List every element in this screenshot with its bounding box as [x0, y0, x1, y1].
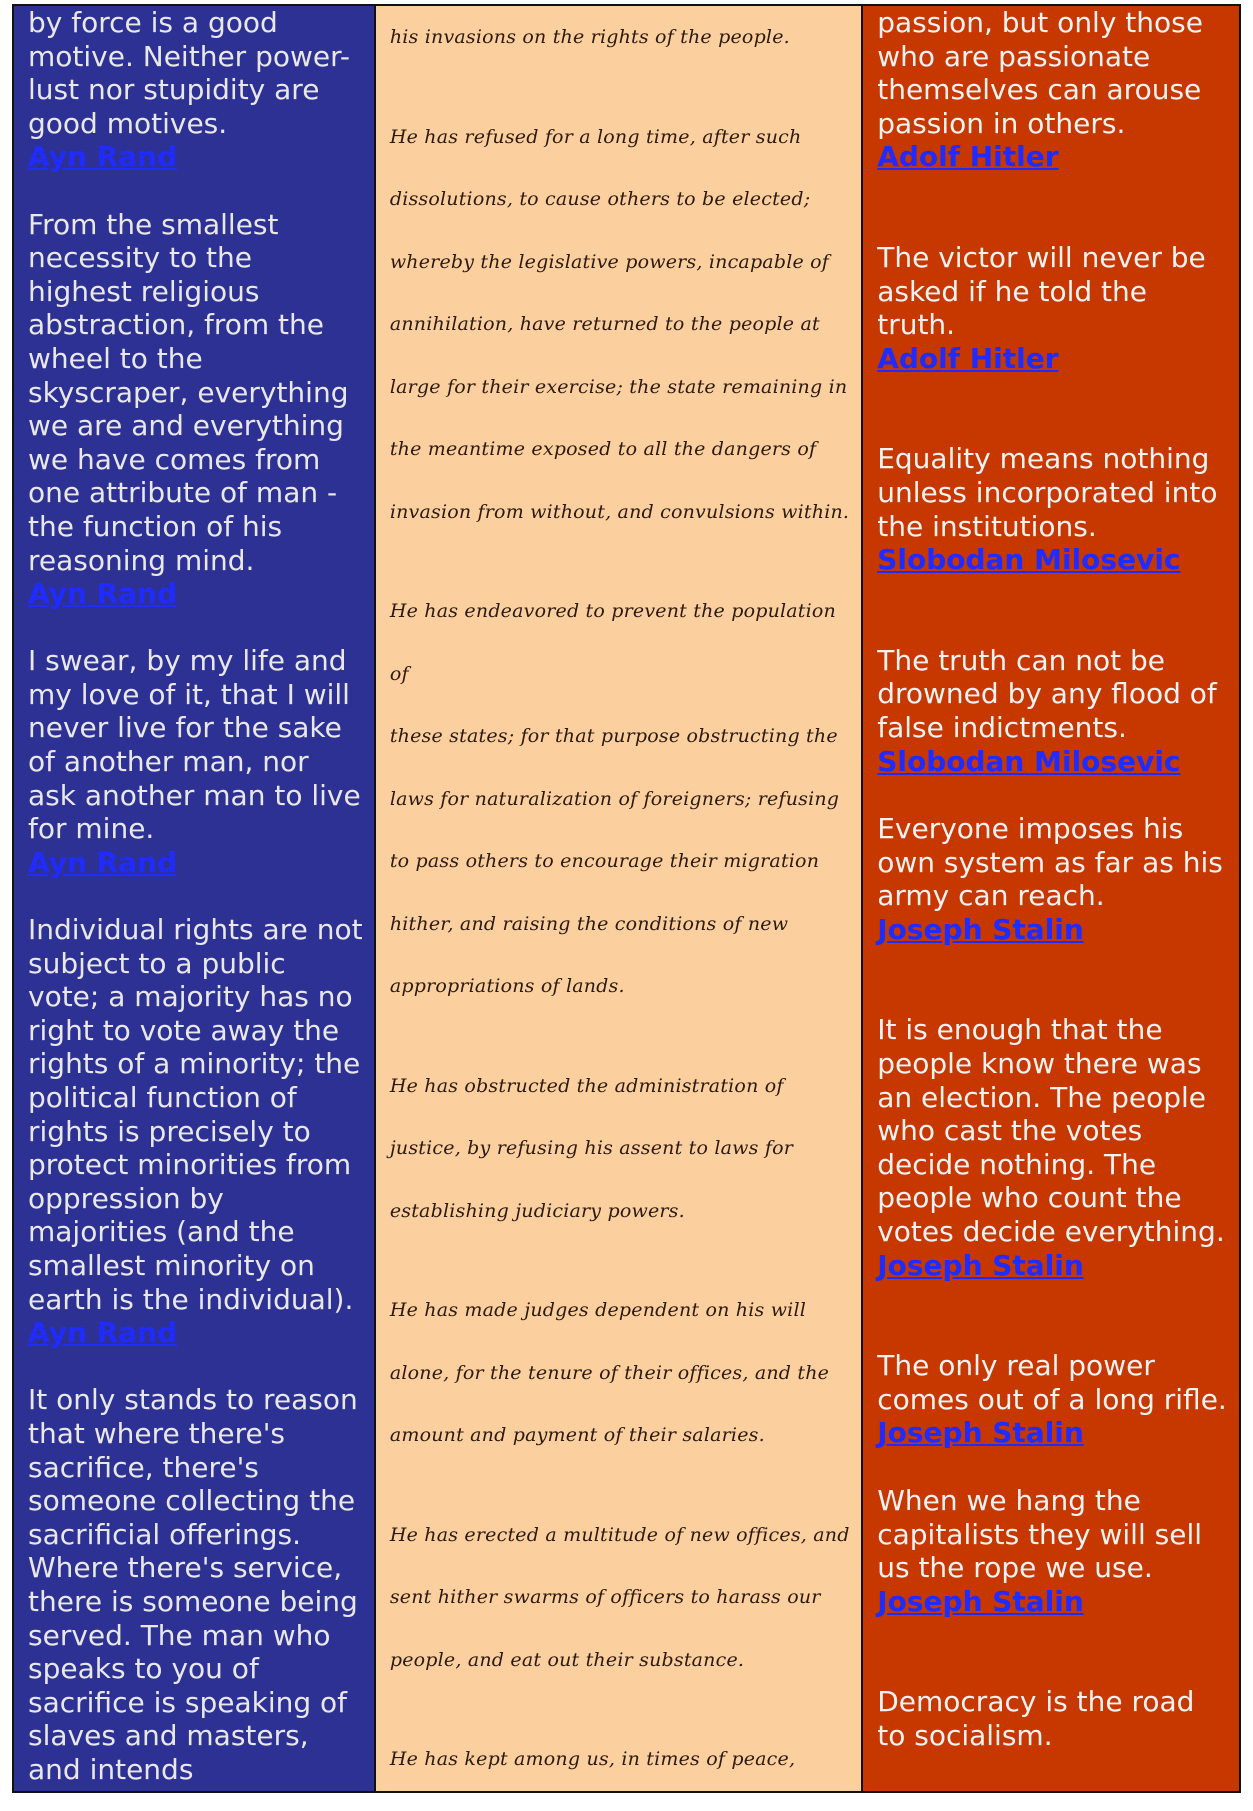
text-line: establishing judiciary powers. — [389, 1199, 685, 1222]
author-link[interactable]: Adolf Hitler — [877, 140, 1059, 174]
declaration-text-column — [376, 6, 863, 1791]
text-line: hither, and raising the conditions of new — [389, 912, 789, 935]
quote — [877, 812, 1229, 946]
text-line: laws for naturalization of foreigners; refusing — [389, 787, 840, 810]
quote — [28, 1383, 364, 1786]
quote — [877, 6, 1229, 174]
text-line: whereby the legislative powers, incapable of — [389, 250, 830, 273]
author-link[interactable]: Slobodan Milosevic — [877, 744, 1181, 778]
quote-text: Equality means nothing unless incorporated into the institutions. — [877, 442, 1218, 543]
quote-text: From the smallest necessity to the highest religious abstraction, from the wheel to the skyscraper, everything we are and everything we have comes from one attribute of man - the function of his reasoning mind. — [28, 207, 349, 577]
quote-text: Individual rights are not subject to a public vote; a majority has no right to vote away the rights of a minority; the political function of rights is precisely to protect minorities from oppression by majorities (and the smallest minority on earth is the individual). — [28, 913, 363, 1316]
text-line: his invasions on the rights of the people. — [389, 26, 790, 48]
quote-text: The truth can not be drowned by any flood of false indictments. — [877, 643, 1217, 744]
paragraph-gap — [390, 1242, 851, 1279]
right-quotes-column — [863, 6, 1239, 1791]
quote — [877, 442, 1229, 576]
quote — [877, 1349, 1229, 1450]
author-link[interactable]: Joseph Stalin — [877, 912, 1084, 946]
text-line: these states; for that purpose obstructing the — [389, 725, 838, 747]
quote — [877, 241, 1229, 375]
text-line: large for their exercise; the state remaining in — [389, 375, 848, 398]
paragraph-gap — [390, 1018, 851, 1055]
text-line: He has refused for a long time, after such — [389, 125, 802, 148]
text-line: dissolutions, to cause others to be elected; — [389, 188, 811, 210]
author-link[interactable]: Ayn Rand — [28, 140, 178, 174]
quote — [28, 644, 364, 879]
paragraph-gap — [390, 1467, 851, 1504]
author-link[interactable]: Adolf Hitler — [877, 341, 1059, 375]
quote-text: It is enough that the people know there was an election. The people who cast the votes decide nothing. The people who count the votes decide everything. — [877, 1013, 1225, 1249]
text-line: annihilation, have returned to the people at — [389, 313, 820, 335]
quote — [28, 6, 364, 174]
author-link[interactable]: Joseph Stalin — [877, 1584, 1084, 1618]
quote-text: The only real power comes out of a long rifle. — [877, 1349, 1227, 1416]
quote-text: passion, but only those who are passionate themselves can arouse passion in others. — [877, 6, 1203, 140]
quote — [877, 644, 1229, 778]
quote-text: I swear, by my life and my love of it, that I will never live for the sake of another man, nor ask another man to live for mine. — [28, 644, 361, 846]
paragraph-gap — [390, 1691, 851, 1728]
quote — [877, 1484, 1229, 1618]
paragraph-gap — [390, 543, 851, 580]
quote-text: Democracy is the road to socialism. — [877, 1685, 1195, 1752]
text-line: to pass others to encourage their migration — [389, 850, 820, 872]
text-line: the meantime exposed to all the dangers of — [389, 438, 817, 460]
text-line: alone, for the tenure of their offices, and the — [389, 1361, 830, 1384]
author-link[interactable]: Slobodan Milosevic — [877, 543, 1181, 577]
quote — [28, 913, 364, 1350]
quote — [877, 1013, 1229, 1282]
quote-text: by force is a good motive. Neither power-lust nor stupidity are good motives. — [28, 6, 350, 140]
author-link[interactable]: Joseph Stalin — [877, 1248, 1084, 1282]
text-line: He has obstructed the administration of — [389, 1074, 784, 1097]
quote — [28, 208, 364, 611]
quote-text: Everyone imposes his own system as far as his army can reach. — [877, 812, 1223, 913]
author-link[interactable]: Ayn Rand — [28, 845, 178, 879]
author-link[interactable]: Joseph Stalin — [877, 1416, 1084, 1450]
text-line: sent hither swarms of officers to harass our — [389, 1586, 821, 1608]
quote-text: The victor will never be asked if he told the truth. — [877, 240, 1206, 342]
text-line: He has kept among us, in times of peace, — [389, 1748, 796, 1770]
text-line: He has endeavored to prevent the population of — [389, 600, 836, 685]
author-link[interactable]: Ayn Rand — [28, 577, 178, 611]
text-line: appropriations of lands. — [389, 975, 625, 997]
paragraph-gap — [390, 69, 851, 106]
quote-text: When we hang the capitalists they will sell us the rope we use. — [877, 1484, 1203, 1585]
text-line: invasion from without, and convulsions within. — [389, 500, 850, 523]
text-line: people, and eat out their substance. — [389, 1648, 745, 1671]
text-line: amount and payment of their salaries. — [389, 1424, 765, 1446]
text-line: He has made judges dependent on his will — [389, 1299, 806, 1321]
left-quotes-column — [14, 6, 376, 1791]
text-line: justice, by refusing his assent to laws for — [389, 1137, 793, 1159]
quote-text: It only stands to reason that where there's sacrifice, there's someone collecting the sacrificial offerings. Where there's service, there is someone being served. The man who speaks to you of sacrifice is speaking of slaves and masters, and intends — [28, 1383, 358, 1786]
page — [12, 4, 1241, 1793]
quote — [877, 1685, 1229, 1752]
author-link[interactable]: Ayn Rand — [28, 1316, 178, 1350]
text-line: He has erected a multitude of new offices, and — [389, 1523, 850, 1546]
